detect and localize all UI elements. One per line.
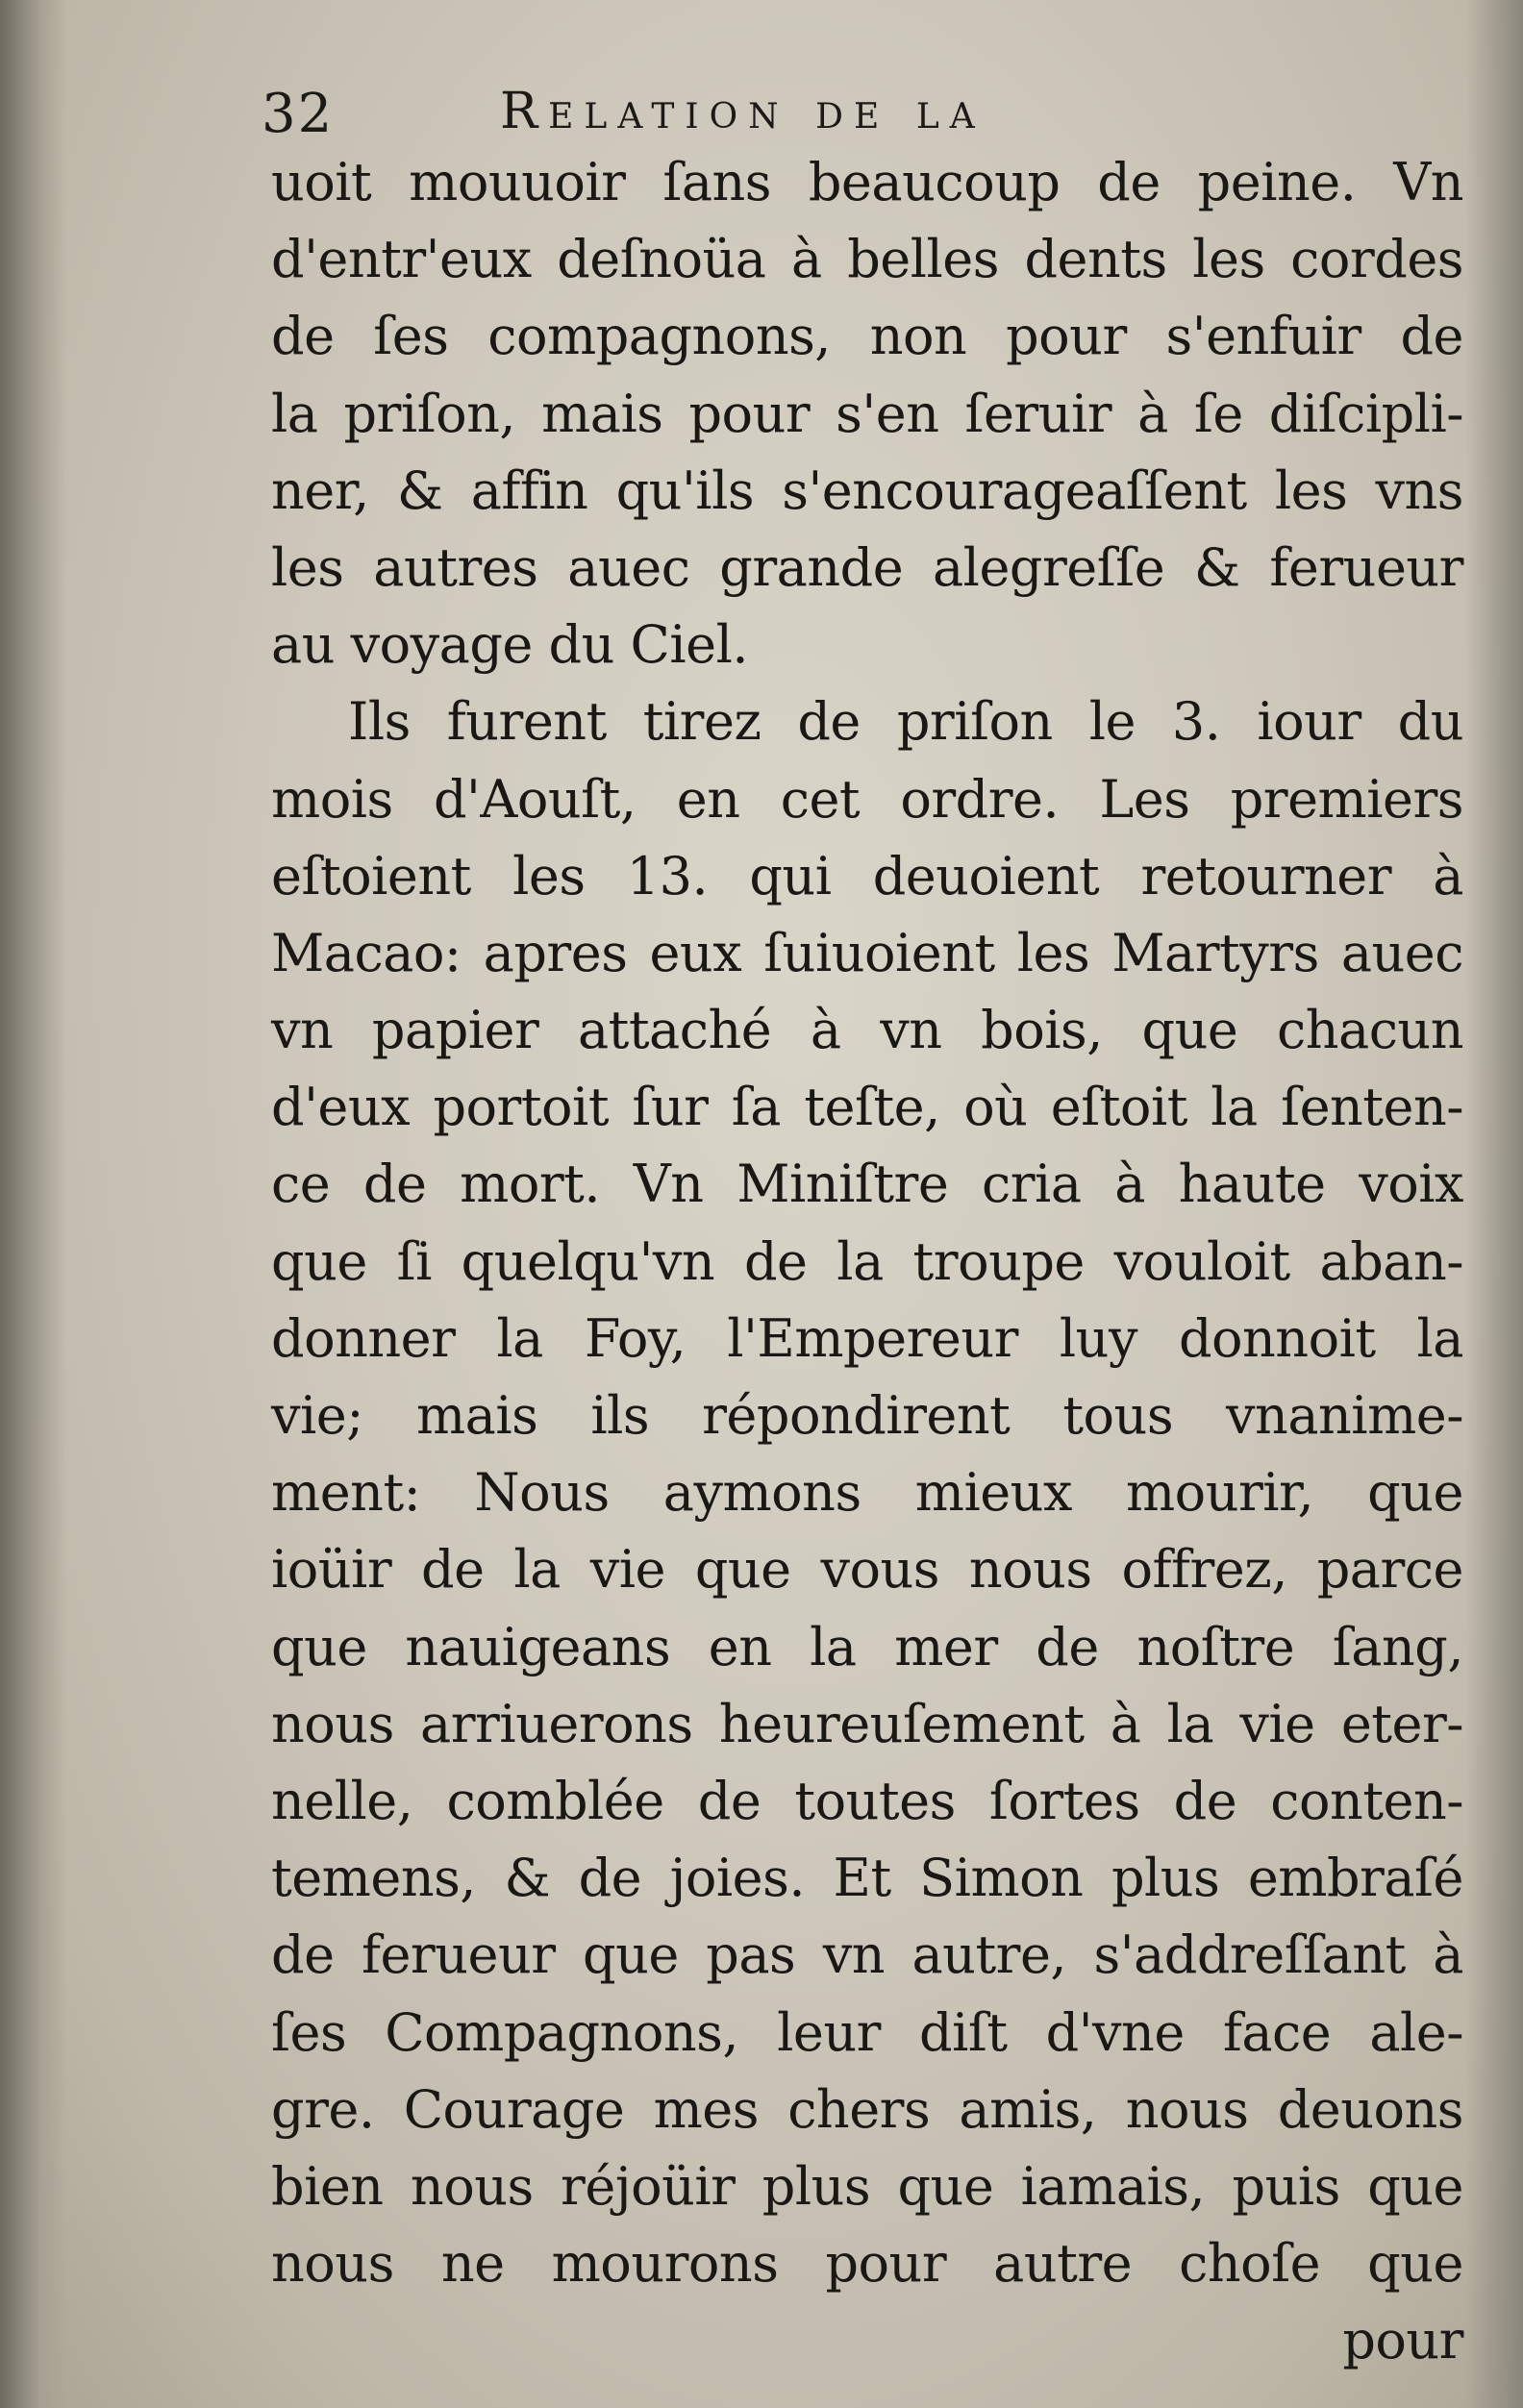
page-number: 32 bbox=[262, 83, 335, 145]
body-text bbox=[271, 144, 1463, 2379]
text-line: de ſes compagnons, non pour s'enfuir de bbox=[271, 306, 1463, 367]
text-line: les autres auec grande alegreſſe & ferueur bbox=[271, 536, 1463, 598]
text-line: Macao: apres eux ſuiuoient les Martyrs auec bbox=[271, 922, 1463, 983]
catchword: pour bbox=[1342, 2310, 1463, 2371]
text-line: vie; mais ils répondirent tous vnanime- bbox=[271, 1385, 1463, 1446]
text-line: au voyage du Ciel. bbox=[271, 614, 749, 676]
text-line: ce de mort. Vn Miniſtre cria à haute voix bbox=[271, 1154, 1463, 1215]
text-line: d'entr'eux deſnoüa à belles dents les cordes bbox=[271, 229, 1463, 290]
text-line: nous arriuerons heureuſement à la vie eter- bbox=[271, 1693, 1463, 1754]
text-line: uoit mouuoir ſans beaucoup de peine. Vn bbox=[271, 152, 1463, 212]
text-line: Ils furent tirez de priſon le 3. iour du bbox=[348, 691, 1463, 753]
text-line: ner, & affin qu'ils s'encourageaſſent les vns bbox=[271, 459, 1463, 521]
text-line: mois d'Aouſt, en cet ordre. Les premiers bbox=[271, 768, 1463, 830]
text-line: la priſon, mais pour s'en ſeruir à ſe diſcipli- bbox=[271, 383, 1463, 444]
text-line: temens, & de joies. Et Simon plus embraſé bbox=[271, 1848, 1463, 1909]
page-header bbox=[262, 75, 1223, 152]
text-line: nous ne mourons pour autre choſe que bbox=[271, 2233, 1463, 2295]
text-line: ſes Compagnons, leur diſt d'vne face ale- bbox=[271, 2001, 1463, 2063]
text-line: ment: Nous aymons mieux mourir, que bbox=[271, 1462, 1463, 1524]
text-line: que nauigeans en la mer de noſtre ſang, bbox=[271, 1616, 1463, 1677]
text-line: vn papier attaché à vn bois, que chacun bbox=[271, 1000, 1463, 1061]
text-line: que ſi quelqu'vn de la troupe vouloit aban- bbox=[271, 1230, 1463, 1292]
text-line: eſtoient les 13. qui deuoient retourner à bbox=[271, 845, 1463, 906]
text-line: d'eux portoit ſur ſa teſte, où eſtoit la ſenten- bbox=[271, 1077, 1463, 1138]
text-line: bien nous réjoüir plus que iamais, puis que bbox=[271, 2155, 1463, 2217]
text-line: ioüir de la vie que vous nous offrez, parce bbox=[271, 1539, 1463, 1601]
text-line: donner la Foy, l'Empereur luy donnoit la bbox=[271, 1307, 1463, 1369]
running-title: Relation de la bbox=[500, 83, 986, 140]
text-line: gre. Courage mes chers amis, nous deuons bbox=[271, 2078, 1463, 2140]
text-line: nelle, comblée de toutes ſortes de conten- bbox=[271, 1770, 1463, 1831]
text-line: de ferueur que pas vn autre, s'addreſſant à bbox=[271, 1924, 1463, 1986]
